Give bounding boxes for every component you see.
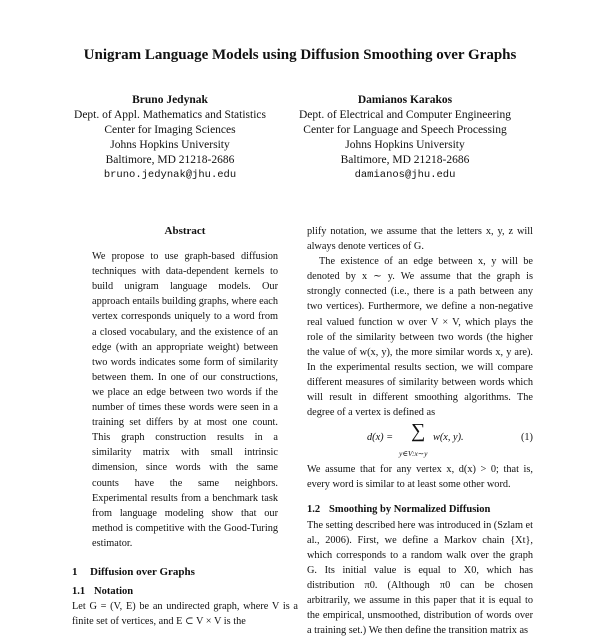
left-column bbox=[72, 224, 298, 629]
body-paragraph: The setting described here was introduced in (Szlam et al., 2006). First, we define a Markov chain {Xt}, which corresponds to a random walk over the graph G. Its initial value is equal to X0, which has distribution π0. (Although π0 can be chosen arbitrarily, we assume in this paper that it is equal to the empirical, unsmoothed, distribution of words over a training set.) We then define the transition matrix as bbox=[307, 518, 533, 638]
author-email[interactable]: damianos@jhu.edu bbox=[285, 168, 525, 183]
subsection-heading bbox=[307, 502, 533, 517]
author-email[interactable]: bruno.jedynak@jhu.edu bbox=[50, 168, 290, 183]
subsection-title: Smoothing by Normalized Diffusion bbox=[329, 504, 490, 515]
author-affiliation: Dept. of Appl. Mathematics and Statistics bbox=[50, 108, 290, 123]
body-paragraph: We assume that for any vertex x, d(x) > 0; that is, every word is similar to at least some other word. bbox=[307, 462, 533, 492]
subsection-title: Notation bbox=[94, 586, 133, 597]
summation-symbol: ∑ bbox=[411, 424, 425, 439]
subsection-number: 1.2 bbox=[307, 502, 329, 517]
section-heading bbox=[72, 565, 298, 580]
author-affiliation: Dept. of Electrical and Computer Engineering bbox=[285, 108, 525, 123]
body-paragraph: Let G = (V, E) be an undirected graph, where V is a finite set of vertices, and E ⊂ V × V is the bbox=[72, 599, 298, 629]
section-number: 1 bbox=[72, 565, 90, 580]
body-paragraph: plify notation, we assume that the letters x, y, z will always denote vertices of G. bbox=[307, 224, 533, 254]
author-name: Damianos Karakos bbox=[285, 93, 525, 108]
subsection-heading bbox=[72, 584, 298, 599]
author-affiliation: Johns Hopkins University bbox=[50, 138, 290, 153]
author-affiliation: Center for Language and Speech Processing bbox=[285, 123, 525, 138]
author-affiliation: Center for Imaging Sciences bbox=[50, 123, 290, 138]
equation-degree bbox=[307, 424, 533, 458]
author-address: Baltimore, MD 21218-2686 bbox=[285, 153, 525, 168]
equation-lhs: d(x) = bbox=[367, 430, 393, 445]
author-block-2 bbox=[285, 93, 525, 183]
author-affiliation: Johns Hopkins University bbox=[285, 138, 525, 153]
summation-subscript: y∈V:x∼y bbox=[399, 446, 427, 461]
author-address: Baltimore, MD 21218-2686 bbox=[50, 153, 290, 168]
right-column bbox=[307, 224, 533, 638]
body-paragraph: The existence of an edge between x, y will be denoted by x ∼ y. We assume that the graph is strongly connected (i.e., there is a path between any two vertices). Furthermore, we define a non-negative real valued function w over V × V, which plays the role of the similarity between two words (the higher the value of w(x, y), the more similar words x, y are). In the experimental results section, we will compare different measures of similarity between words which will result in different smoothing algorithms. The degree of a vertex is defined as bbox=[307, 254, 533, 420]
equation-number: (1) bbox=[521, 430, 533, 445]
section-title: Diffusion over Graphs bbox=[90, 566, 195, 578]
equation-rhs: w(x, y). bbox=[433, 430, 464, 445]
paper-title: Unigram Language Models using Diffusion Smoothing over Graphs bbox=[0, 47, 600, 64]
author-block-1 bbox=[50, 93, 290, 183]
author-name: Bruno Jedynak bbox=[50, 93, 290, 108]
subsection-number: 1.1 bbox=[72, 584, 94, 599]
abstract-text: We propose to use graph-based diffusion techniques with data-dependent kernels to build unigram language models. Our approach entails building graphs, where each vertex corresponds uniquely to a word from a closed vocabulary, and the existence of an edge (with an appropriate weight) between two words indicates some form of similarity between them. In one of our constructions, we place an edge between two words if the number of times these words were seen in a training set differs by at most one count. This graph construction results in a similarity matrix with small intrinsic dimension, since words with the same counts have the same neighbors. Experimental results from a benchmark task from language modeling show that our method is competitive with the Good-Turing estimator. bbox=[92, 249, 278, 551]
abstract-heading: Abstract bbox=[72, 224, 298, 239]
